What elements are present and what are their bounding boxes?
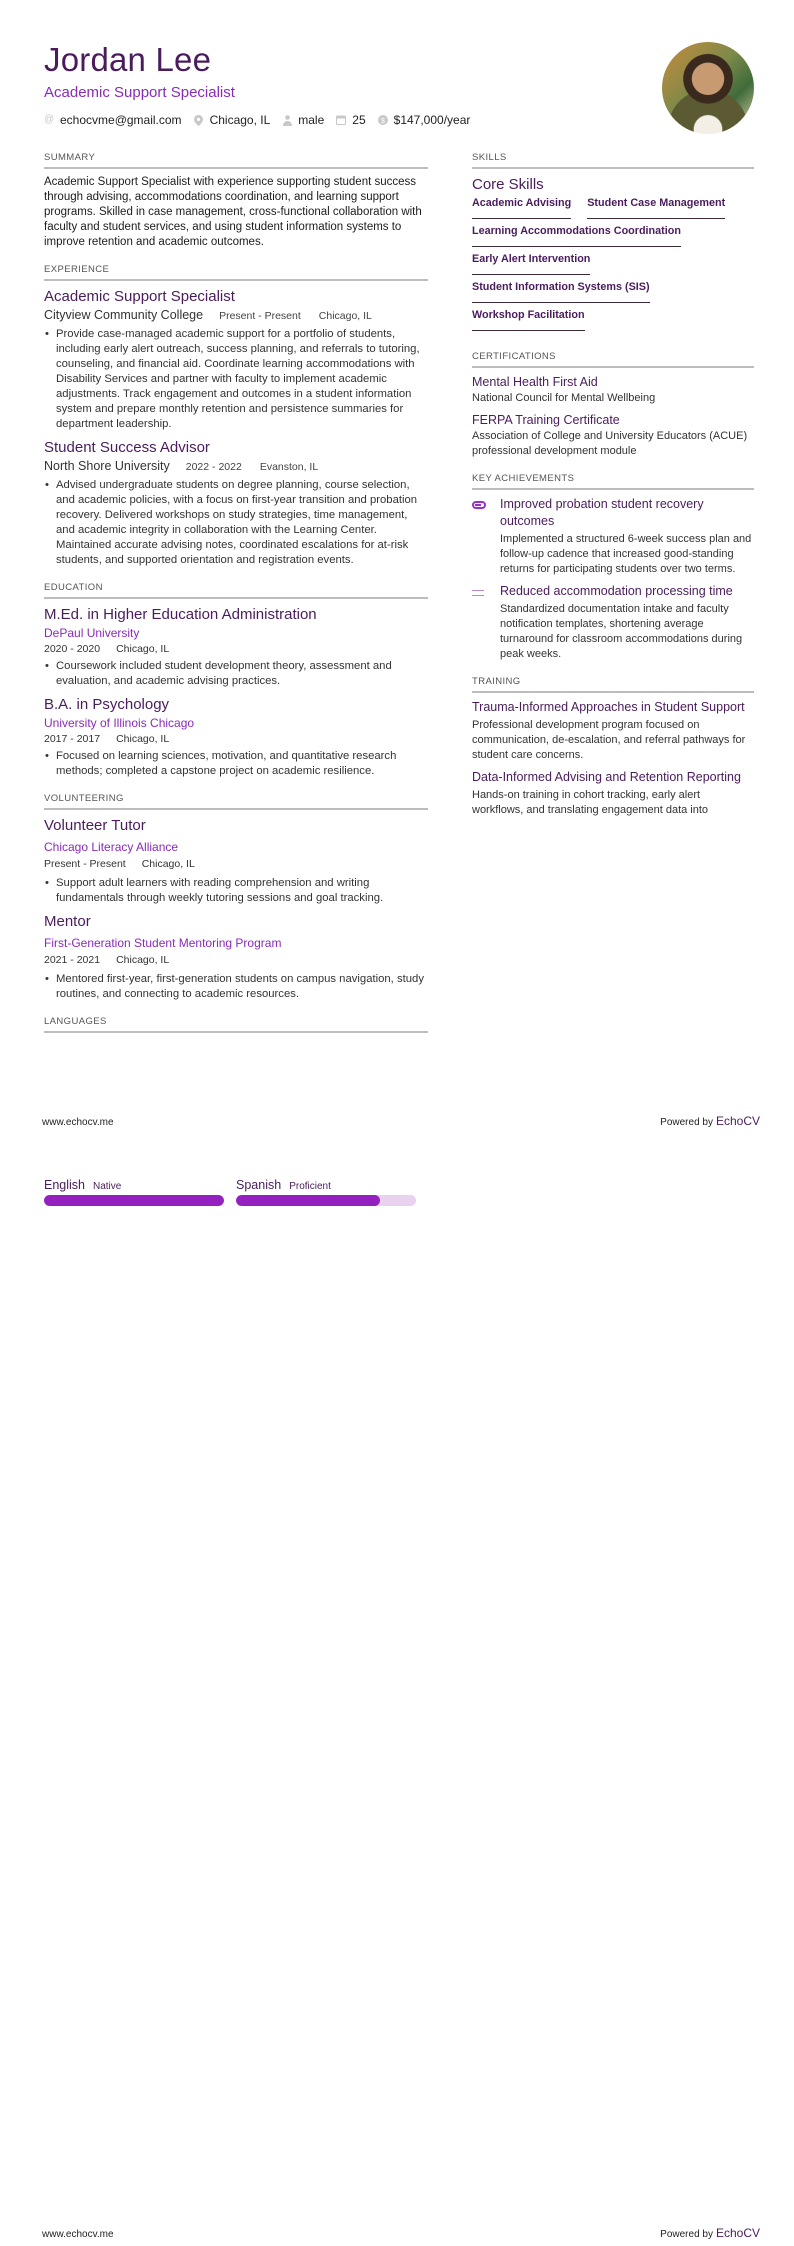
languages-list [44,1178,428,1206]
language-name: Spanish [236,1178,282,1192]
training-name: Trauma-Informed Approaches in Student Support [472,700,745,714]
svg-text:$: $ [380,118,385,125]
language-bar [44,1195,224,1206]
cert-org: Association of College and University Educators (ACUE) professional development module [472,430,748,457]
language-item [44,1178,224,1206]
volunteer-org: Chicago Literacy Alliance [44,840,179,854]
powered-by [660,2226,760,2240]
achievements-section [472,473,754,662]
contact-location [194,113,271,127]
cert-name: FERPA Training Certificate [472,413,620,427]
profile-photo [662,42,754,134]
skill-tag: Student Information Systems (SIS) [472,281,650,303]
location-pin-icon [194,115,204,125]
cert-org: National Council for Mental Wellbeing [472,392,656,404]
job-role: Academic Support Specialist [44,288,235,305]
summary-text: Academic Support Specialist with experience supporting student success through advising, accommodations coordination, and learning support programs. Skilled in case management, cross-functional collaboration with faculty and student services, and using student information systems to improve retention and academic outcomes. [44,176,422,248]
job-role: Student Success Advisor [44,439,210,456]
skill-tag: Workshop Facilitation [472,309,585,331]
brand-name: EchoCV [715,1114,760,1128]
job-org: North Shore University [44,459,170,473]
contact-email[interactable] [44,113,182,127]
equals-lines-icon [472,590,484,596]
job-dates: 2022 - 2022 [185,461,242,473]
training-desc: Hands-on training in cohort tracking, early alert workflows, and translating engagement data into [472,789,709,816]
experience-entry [44,287,428,432]
certifications-section [472,351,754,459]
achievement-title: Reduced accommodation processing time [500,584,733,598]
volunteer-dates: Present - Present [44,858,126,870]
powered-by [660,1114,760,1128]
education-entry [44,695,428,779]
volunteer-dates: 2021 - 2021 [44,954,101,966]
training-desc: Professional development program focused on communication, de-escalation, and referral pathways for student care concerns. [472,719,746,761]
degree: M.Ed. in Higher Education Administration [44,606,317,623]
right-column [472,152,754,832]
contact-salary [378,113,471,127]
job-location: Chicago, IL [318,310,372,322]
salary-text: $147,000/year [393,113,471,127]
languages-section-header [44,1016,428,1033]
website-link[interactable]: www.echocv.me [42,2229,114,2240]
job-bullet: • Provide case-managed academic support for a portfolio of students, including early alert outreach, success planning, and referrals to tutoring, counseling, and financial aid. Coordinate learning accommodations with Disability Services and partner with faculty to implement academic adjustments. Track engagement and outcomes in a student information system and prepare monthly retention and persistence summaries for department leadership. [44,327,428,432]
email-text: echocvme@gmail.com [60,113,182,127]
volunteering-section [44,793,428,1002]
skills-section [472,152,754,337]
location-text: Chicago, IL [209,113,271,127]
section-title: EDUCATION [44,582,428,599]
language-bar-fill [236,1195,380,1206]
section-title: LANGUAGES [44,1016,428,1033]
language-bar [236,1195,416,1206]
candidate-title: Academic Support Specialist [44,84,235,101]
job-org: Cityview Community College [44,308,204,322]
experience-entry [44,438,428,568]
language-item [236,1178,416,1206]
section-title: TRAINING [472,676,754,693]
contact-age [336,113,365,127]
volunteer-bullet: • Mentored first-year, first-generation students on campus navigation, study routines, and connecting to academic resources. [44,972,428,1002]
powered-by-label: Powered by [660,2229,713,2240]
page-footer [42,2226,760,2240]
powered-by-label: Powered by [660,1117,713,1128]
achievement-desc: Standardized documentation intake and faculty notification templates, shortening average turnaround for classroom accommodations during peak weeks. [500,603,743,660]
section-title: VOLUNTEERING [44,793,428,810]
job-dates: Present - Present [219,310,301,322]
volunteer-entry [44,816,428,906]
job-location: Evanston, IL [259,461,319,473]
page-footer [42,1114,760,1128]
volunteer-org: First-Generation Student Mentoring Program [44,936,282,950]
degree: B.A. in Psychology [44,696,170,713]
age-text: 25 [352,113,366,127]
language-level: Proficient [289,1181,331,1192]
edu-dates: 2017 - 2017 [44,733,101,745]
skill-tag: Student Case Management [587,197,725,219]
cert-name: Mental Health First Aid [472,375,598,389]
skills-list [472,197,754,253]
education-entry [44,605,428,689]
section-title: SUMMARY [44,152,428,169]
resume-header [44,40,664,127]
person-icon [282,115,292,125]
gender-text: male [298,113,325,127]
achievement-item [472,496,754,577]
edu-dates: 2020 - 2020 [44,643,101,655]
summary-section [44,152,428,250]
contact-gender [282,113,324,127]
volunteer-location: Chicago, IL [141,858,195,870]
toggle-icon [472,501,486,509]
skill-tag: Academic Advising [472,197,571,219]
section-title: CERTIFICATIONS [472,351,754,368]
left-column [44,152,428,1047]
contact-row [44,113,664,127]
section-title: SKILLS [472,152,754,169]
volunteer-role: Mentor [44,913,91,930]
job-bullet: • Advised undergraduate students on degree planning, course selection, and academic policies, with a focus on first-year transition and probation recovery. Delivered workshops on study strategies, time management, and academic integrity in collaboration with the Learning Center. Maintained accurate advising notes, coordinated escalations for at-risk students, and supported orientation and registration events. [44,478,428,568]
volunteer-bullet: • Support adult learners with reading comprehension and writing fundamentals through weekly tutoring sessions and goal tracking. [44,876,428,906]
edu-bullet: • Focused on learning sciences, motivation, and quantitative research methods; completed a capstone project on academic resilience. [44,749,428,779]
language-name: English [44,1178,85,1192]
training-name: Data-Informed Advising and Retention Reporting [472,770,741,784]
section-title: KEY ACHIEVEMENTS [472,473,754,490]
website-link[interactable]: www.echocv.me [42,1117,114,1128]
brand-name: EchoCV [715,2226,760,2240]
candidate-name: Jordan Lee [44,41,212,78]
skills-group-title: Core Skills [472,176,544,193]
language-bar-fill [44,1195,224,1206]
edu-location: Chicago, IL [116,643,170,655]
achievement-desc: Implemented a structured 6-week success plan and follow-up cadence that increased good-standing returns for participating students over two terms. [500,533,752,575]
at-icon: @ [44,114,55,125]
calendar-icon [336,115,346,125]
edu-location: Chicago, IL [116,733,170,745]
school: University of Illinois Chicago [44,716,195,730]
experience-section [44,264,428,568]
achievement-item [472,583,754,662]
volunteer-location: Chicago, IL [116,954,170,966]
volunteer-role: Volunteer Tutor [44,817,146,834]
skill-tag: Learning Accommodations Coordination [472,225,681,247]
training-section [472,676,754,818]
volunteer-entry [44,912,428,1002]
money-icon [378,115,388,125]
edu-bullet: • Coursework included student development theory, assessment and evaluation, and academic advising practices. [44,659,428,689]
achievement-title: Improved probation student recovery outcomes [500,497,704,528]
language-level: Native [93,1181,122,1192]
education-section [44,582,428,779]
section-title: EXPERIENCE [44,264,428,281]
school: DePaul University [44,626,140,640]
skill-tag: Early Alert Intervention [472,253,590,275]
